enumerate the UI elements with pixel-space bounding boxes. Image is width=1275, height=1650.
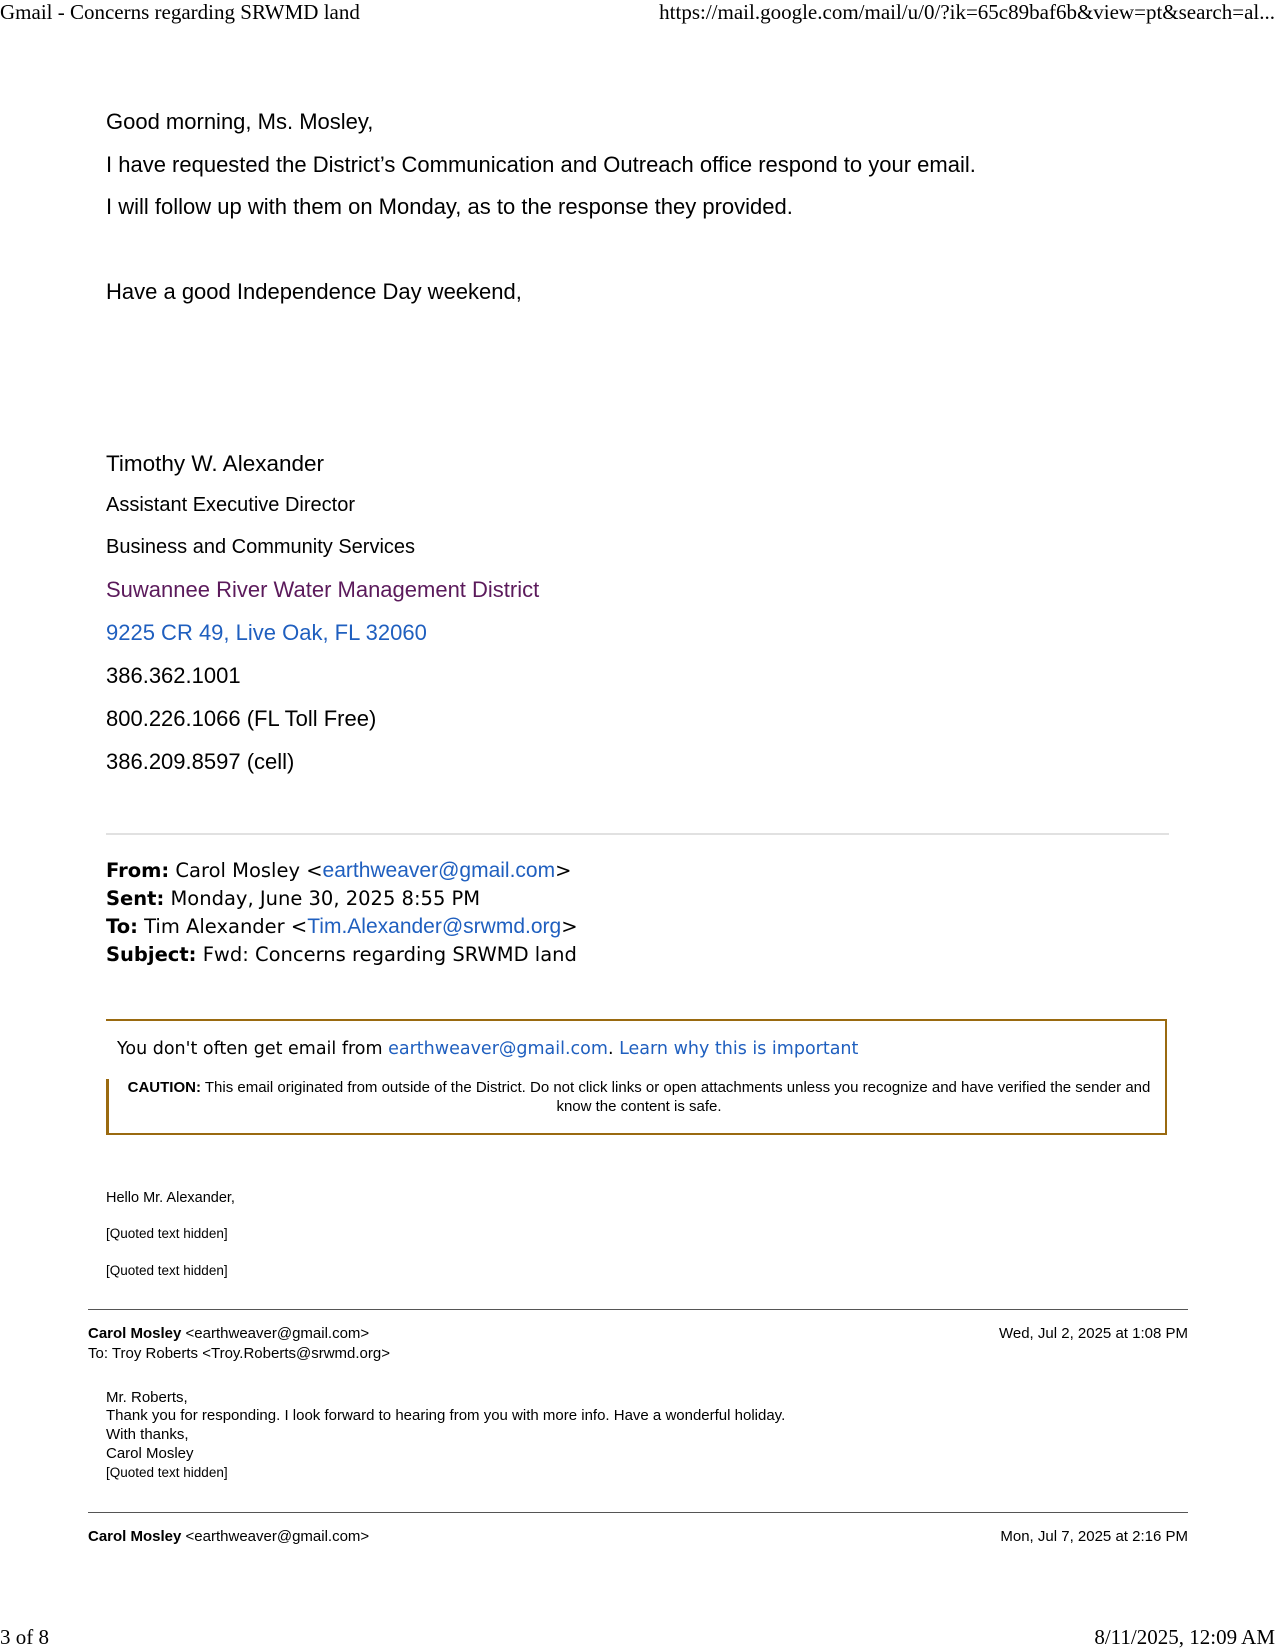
subject-value: Fwd: Concerns regarding SRWMD land (202, 943, 577, 966)
from-name: Carol Mosley < (175, 859, 323, 882)
reply-greeting: Good morning, Ms. Mosley, (106, 109, 374, 134)
message-body-line: With thanks, (106, 1426, 189, 1443)
message-date: Mon, Jul 7, 2025 at 2:16 PM (1000, 1528, 1188, 1545)
quoted-text-hidden-link[interactable]: [Quoted text hidden] (106, 1465, 228, 1480)
reply-closing: Have a good Independence Day weekend, (106, 279, 522, 304)
caution-label: CAUTION: (127, 1079, 201, 1096)
print-timestamp: 8/11/2025, 12:09 AM (1094, 1625, 1275, 1649)
message-date: Wed, Jul 2, 2025 at 1:08 PM (998, 1325, 1188, 1342)
banner-email-link[interactable]: earthweaver@gmail.com (388, 1039, 608, 1059)
quoted-text-hidden-link[interactable]: [Quoted text hidden] (106, 1263, 228, 1278)
sent-value: Monday, June 30, 2025 8:55 PM (170, 887, 481, 910)
banner-dot: . (607, 1039, 614, 1059)
sender-email: <earthweaver@gmail.com> (185, 1325, 370, 1342)
sent-label: Sent: (106, 887, 165, 910)
message-body-line: Thank you for responding. I look forward to hearing from you with more info. Have a wonderful holiday. (106, 1407, 786, 1424)
print-page-number: 3 of 8 (0, 1625, 49, 1649)
quoted-hello: Hello Mr. Alexander, (106, 1190, 235, 1206)
reply-line-1: I have requested the District’s Communication and Outreach office respond to your email. (106, 152, 976, 177)
signature-name: Timothy W. Alexander (106, 451, 325, 476)
forward-subject (106, 943, 577, 966)
forward-sent (106, 887, 480, 910)
reply-line-2: I will follow up with them on Monday, as to the response they provided. (106, 194, 793, 219)
print-page-title: Gmail - Concerns regarding SRWMD land (0, 0, 360, 24)
from-close: > (555, 859, 572, 882)
subject-label: Subject: (106, 943, 197, 966)
to-label: To: (106, 915, 138, 938)
external-sender-banner (106, 1019, 1167, 1135)
divider (106, 833, 1169, 835)
sender-name: Carol Mosley (88, 1528, 182, 1545)
signature-organization-link[interactable]: Suwannee River Water Management District (106, 577, 540, 602)
caution-body: This email originated from outside of the District. Do not click links or open attachments unless you recognize and have verified the sender and know the content is safe. (204, 1079, 1151, 1115)
sender-email: <earthweaver@gmail.com> (185, 1528, 370, 1545)
signature-cell: 386.209.8597 (cell) (106, 749, 295, 774)
from-label: From: (106, 859, 170, 882)
signature-phone: 386.362.1001 (106, 663, 241, 688)
message-body-line: Mr. Roberts, (106, 1389, 188, 1406)
signature-tollfree: 800.226.1066 (FL Toll Free) (106, 706, 377, 731)
quoted-text-hidden-link[interactable]: [Quoted text hidden] (106, 1226, 228, 1241)
message-body-line: Carol Mosley (106, 1445, 194, 1462)
caution-text (119, 1078, 1159, 1116)
print-page-url: https://mail.google.com/mail/u/0/?ik=65c89baf6b&view=pt&search=al... (659, 0, 1275, 24)
banner-prefix: You don't often get email from (117, 1039, 389, 1059)
banner-border-gap (105, 1021, 111, 1079)
forward-from (106, 859, 571, 883)
signature-address-link[interactable]: 9225 CR 49, Live Oak, FL 32060 (106, 620, 427, 645)
message-divider (88, 1309, 1188, 1310)
forward-to (106, 915, 578, 939)
signature-title: Assistant Executive Director (106, 494, 355, 516)
from-email-link[interactable]: earthweaver@gmail.com (322, 859, 556, 882)
to-email-link[interactable]: Tim.Alexander@srwmd.org (307, 915, 562, 938)
to-close: > (561, 915, 578, 938)
sender-name: Carol Mosley (88, 1325, 182, 1342)
message-sender (88, 1325, 369, 1342)
learn-why-link[interactable]: Learn why this is important (619, 1039, 859, 1059)
signature-department: Business and Community Services (106, 536, 416, 558)
to-name: Tim Alexander < (144, 915, 308, 938)
banner-notice (117, 1039, 858, 1059)
message-recipient: To: Troy Roberts <Troy.Roberts@srwmd.org> (88, 1345, 390, 1362)
message-sender (88, 1528, 369, 1545)
message-divider (88, 1512, 1188, 1513)
